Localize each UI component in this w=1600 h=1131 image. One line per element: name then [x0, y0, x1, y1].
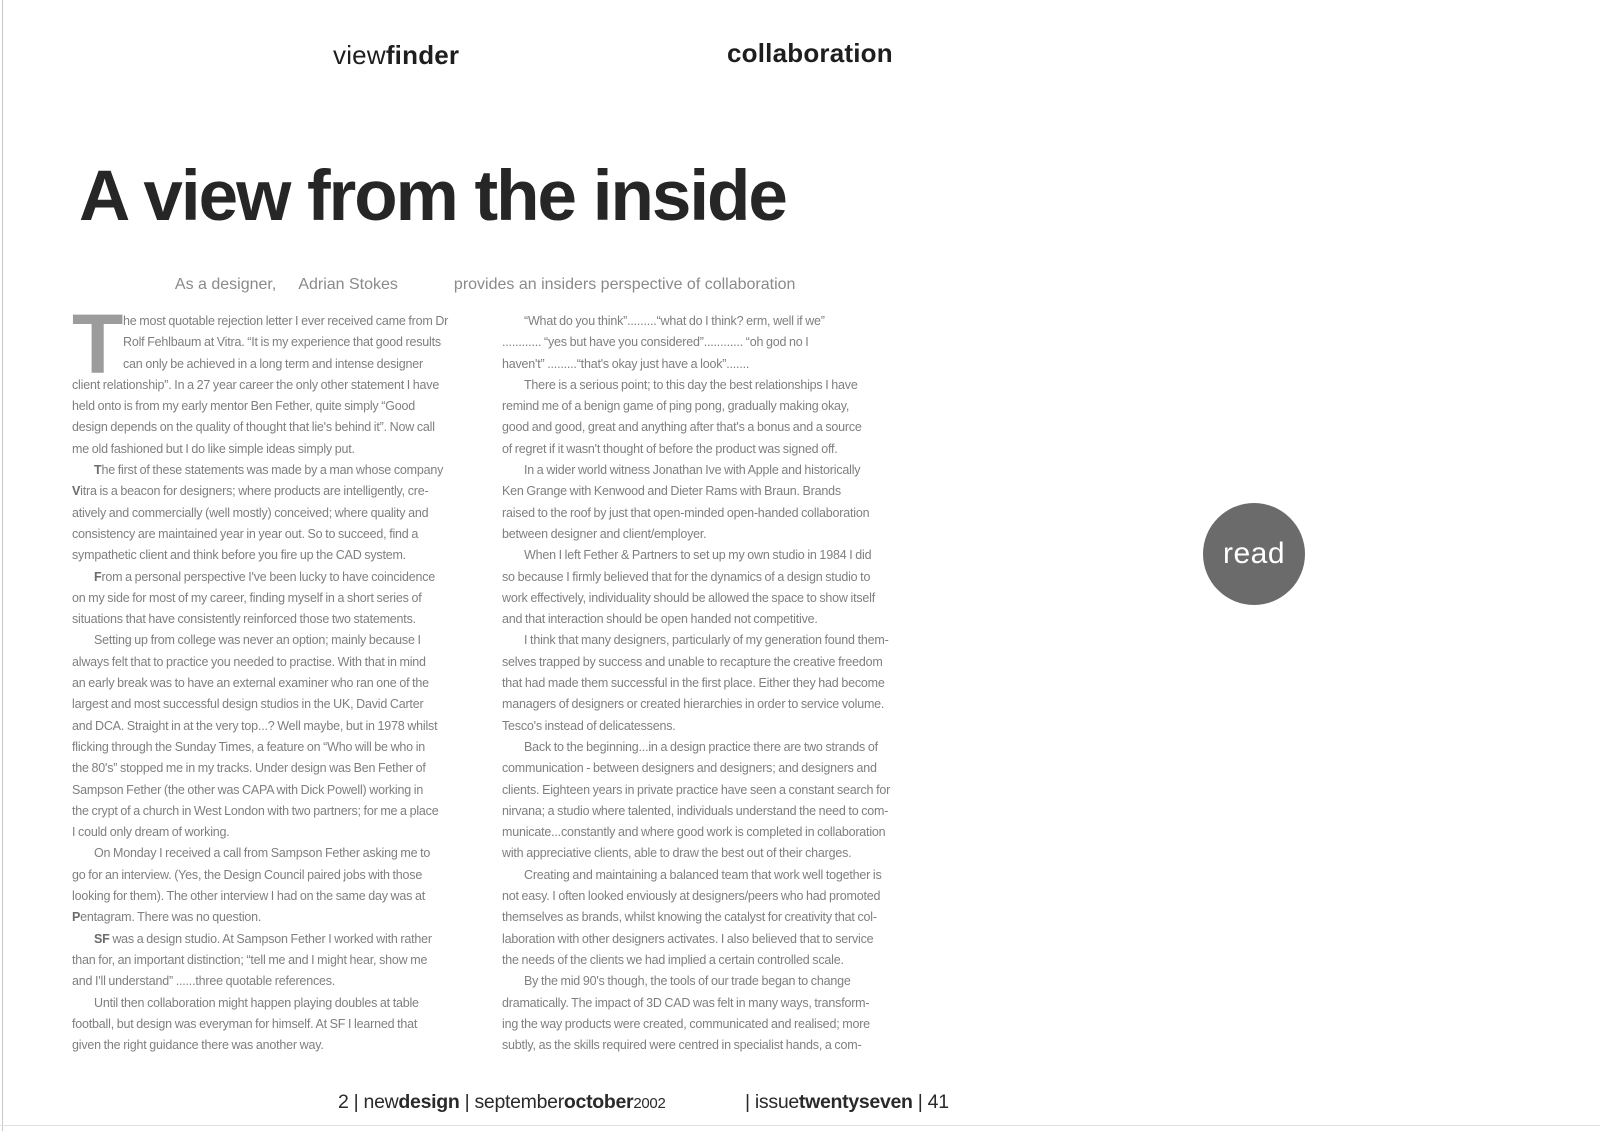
paragraph	[72, 843, 508, 928]
footer-left	[338, 1091, 666, 1114]
paragraph	[502, 630, 938, 736]
paragraph	[502, 460, 938, 545]
text-line: ing the way products were created, communicated and realised; more	[502, 1016, 870, 1031]
footer-segment: |	[745, 1091, 755, 1113]
text-line: dramatically. The impact of 3D CAD was felt in many ways, transform-	[502, 995, 870, 1010]
column-right-paragraphs	[502, 311, 938, 1056]
footer-segment: twentyseven	[798, 1091, 913, 1113]
page-edge-bottom	[0, 1125, 1600, 1126]
paragraph	[72, 929, 508, 993]
footer-segment: issue	[754, 1091, 799, 1113]
text-line: looking for them). The other interview I had on the same day was at	[72, 889, 425, 904]
text-line: Ken Grange with Kenwood and Dieter Rams with Braun. Brands	[502, 484, 841, 499]
byline-author: Adrian Stokes	[298, 276, 398, 293]
text-line: sympathetic client and think before you fire up the CAD system.	[72, 548, 406, 563]
paragraph	[502, 375, 938, 460]
text-line: work effectively, individuality should be allowed the space to show itself	[502, 590, 876, 605]
text-line: client relationship”. In a 27 year career the only other statement I have	[72, 377, 440, 392]
text-line: given the right guidance there was another way.	[72, 1038, 324, 1053]
text-line: By the mid 90's though, the tools of our trade began to change	[524, 974, 851, 989]
text-line: me old fashioned but I do like simple ideas simply put.	[72, 441, 355, 456]
text-line: held onto is from my early mentor Ben Fether, quite simply “Good	[72, 399, 415, 414]
text-line: the crypt of a church in West London with two partners; for me a place	[72, 803, 439, 818]
text-line: On Monday I received a call from Sampson Fether asking me to	[94, 846, 431, 861]
footer-segment: 2 |	[338, 1091, 364, 1113]
text-line: Tesco's instead of delicatessens.	[502, 718, 676, 733]
text-line: the 80's” stopped me in my tracks. Under design was Ben Fether of	[72, 761, 426, 776]
bold-lead: V	[72, 484, 81, 499]
text-line: consistency are maintained year in year out. So to succeed, find a	[72, 526, 419, 541]
text-line: I could only dream of working.	[72, 825, 230, 840]
footer-segment: | 41	[912, 1091, 949, 1113]
text-line: Creating and maintaining a balanced team that work well together is	[524, 867, 882, 882]
read-button[interactable]	[1203, 503, 1305, 605]
text-line: that had made them successful in the first place. Either they had become	[502, 676, 885, 691]
text-line: an early break was to have an external examiner who ran one of the	[72, 676, 429, 691]
paragraph	[502, 865, 938, 971]
article-column-right	[502, 311, 938, 1056]
paragraph	[502, 545, 938, 630]
text-line: of regret if it wasn't thought of before the product was signed off.	[502, 441, 838, 456]
text-line: From a personal perspective I've been lucky to have coincidence	[94, 569, 436, 584]
text-line: clients. Eighteen years in private practice have seen a constant search for	[502, 782, 891, 797]
text-line: on my side for most of my career, finding myself in a short series of	[72, 590, 422, 605]
text-line: between designer and client/employer.	[502, 526, 707, 541]
text-line: Setting up from college was never an option; mainly because I	[94, 633, 421, 648]
text-line: can only be achieved in a long term and intense designer	[123, 356, 423, 371]
text-line: good and good, great and anything after that's a bonus and a source	[502, 420, 862, 435]
text-line: communication - between designers and designers; and designers and	[502, 761, 877, 776]
text-line: flicking through the Sunday Times, a feature on “Who will be who in	[72, 739, 426, 754]
text-line: atively and commercially (well mostly) conceived; where quality and	[72, 505, 429, 520]
text-line: football, but design was everyman for himself. At SF I learned that	[72, 1016, 418, 1031]
bold-lead: T	[94, 463, 102, 478]
text-line: the needs of the clients we had implied a certain controlled scale.	[502, 952, 844, 967]
header-topic: collaboration	[727, 38, 893, 68]
text-line: with appreciative clients, able to draw the best out of their charges.	[502, 846, 852, 861]
text-line: There is a serious point; to this day the best relationships I have	[524, 377, 858, 392]
read-button-label: read	[1222, 537, 1286, 570]
footer-right	[745, 1091, 949, 1114]
text-line: not easy. I often looked enviously at designers/peers who had promoted	[502, 889, 881, 904]
text-line: Sampson Fether (the other was CAPA with Dick Powell) working in	[72, 782, 424, 797]
text-line: he most quotable rejection letter I ever received came from Dr	[123, 314, 449, 328]
text-line: so because I firmly believed that for the dynamics of a design studio to	[502, 569, 871, 584]
text-line: and DCA. Straight in at the very top...? Well maybe, but in 1978 whilst	[72, 718, 438, 733]
footer-segment: new	[363, 1091, 399, 1113]
text-line: “What do you think”.........“what do I think? erm, well if we”	[524, 314, 825, 328]
text-line: In a wider world witness Jonathan Ive with Apple and historically	[524, 463, 861, 478]
paragraph	[502, 971, 938, 1056]
text-line: The first of these statements was made by a man whose company	[94, 463, 444, 478]
text-line: Pentagram. There was no question.	[72, 910, 262, 925]
text-line: design depends on the quality of thought that lie's behind it”. Now call	[72, 420, 435, 435]
paragraph	[502, 311, 938, 375]
text-line: themselves as brands, whilst knowing the catalyst for creativity that col-	[502, 910, 877, 925]
article-title: A view from the inside	[79, 157, 786, 236]
text-line: Vitra is a beacon for designers; where products are intelligently, cre-	[72, 484, 429, 499]
footer-segment: september	[474, 1091, 564, 1113]
text-line: haven't” .........“that's okay just have a look”.......	[502, 356, 750, 371]
text-line: situations that have consistently reinforced those two statements.	[72, 612, 416, 627]
paragraph	[72, 567, 508, 631]
byline	[158, 258, 795, 312]
text-line: managers of designers or created hierarchies in order to service volume.	[502, 697, 885, 712]
text-line: largest and most successful design studios in the UK, David Carter	[72, 697, 424, 712]
text-line: Rolf Fehlbaum at Vitra. “It is my experience that good results	[123, 335, 441, 350]
text-line: nirvana; a studio where talented, individuals understand the need to com-	[502, 803, 889, 818]
paragraph	[72, 993, 508, 1057]
text-line: raised to the roof by just that open-minded open-handed collaboration	[502, 505, 870, 520]
text-line: selves trapped by success and unable to recapture the creative freedom	[502, 654, 883, 669]
text-line: municate...constantly and where good work is completed in collaboration	[502, 825, 886, 840]
bold-lead: P	[72, 910, 81, 925]
text-line: laboration with other designers activates. I also believed that to service	[502, 931, 874, 946]
footer-segment: october	[563, 1091, 634, 1113]
text-line: remind me of a benign game of ping pong, gradually making okay,	[502, 399, 850, 414]
text-line: ............ “yes but have you considered”............ “oh god no I	[502, 335, 809, 350]
footer-segment: 2002	[633, 1095, 666, 1112]
text-line: subtly, as the skills required were centred in specialist hands, a com-	[502, 1038, 862, 1053]
bold-lead: SF	[94, 931, 110, 946]
paragraph	[72, 297, 508, 460]
drop-cap: T	[72, 297, 124, 391]
header-section-viewfinder	[333, 40, 459, 71]
column-left-paragraphs	[72, 297, 508, 1056]
text-line: I think that many designers, particularly of my generation found them-	[524, 633, 889, 648]
paragraph	[502, 737, 938, 865]
text-line: SF was a design studio. At Sampson Fether I worked with rather	[94, 931, 432, 946]
text-line: and that interaction should be open handed not competitive.	[502, 612, 818, 627]
page-edge-left	[2, 0, 3, 1131]
text-line: always felt that to practice you needed to practise. With that in mind	[72, 654, 426, 669]
text-line: and I'll understand” ......three quotable references.	[72, 974, 336, 989]
header-section-light: view	[333, 40, 386, 70]
paragraph	[72, 460, 508, 566]
text-line: Back to the beginning...in a design practice there are two strands of	[524, 739, 878, 754]
footer-segment: design	[398, 1091, 460, 1113]
bold-lead: F	[94, 569, 102, 584]
paragraph	[72, 630, 508, 843]
text-line: than for, an important distinction; “tell me and I might hear, show me	[72, 952, 428, 967]
article-column-left	[72, 297, 508, 1056]
byline-tail: provides an insiders perspective of collaboration	[453, 276, 796, 293]
text-line: Until then collaboration might happen playing doubles at table	[94, 995, 419, 1010]
footer-segment: |	[459, 1091, 475, 1113]
header-section-bold: finder	[385, 40, 460, 70]
text-line: go for an interview. (Yes, the Design Council paired jobs with those	[72, 867, 423, 882]
text-line: When I left Fether & Partners to set up my own studio in 1984 I did	[524, 548, 872, 563]
byline-lead-in: As a designer,	[174, 276, 277, 293]
